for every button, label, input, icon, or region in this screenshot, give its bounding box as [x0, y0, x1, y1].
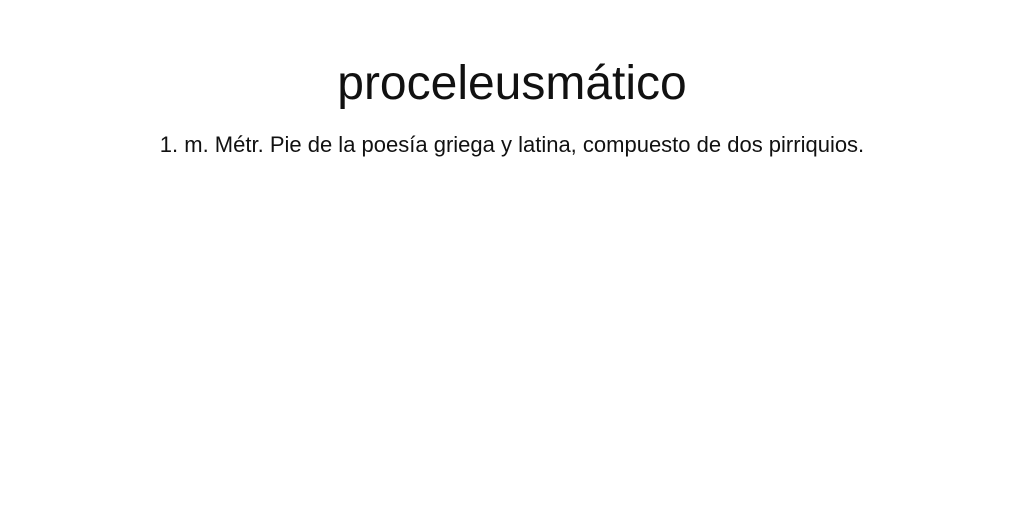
- definition: 1. m. Métr. Pie de la poesía griega y latina, compuesto de dos pirriquios.: [159, 132, 865, 157]
- headword: proceleusmático: [337, 57, 687, 110]
